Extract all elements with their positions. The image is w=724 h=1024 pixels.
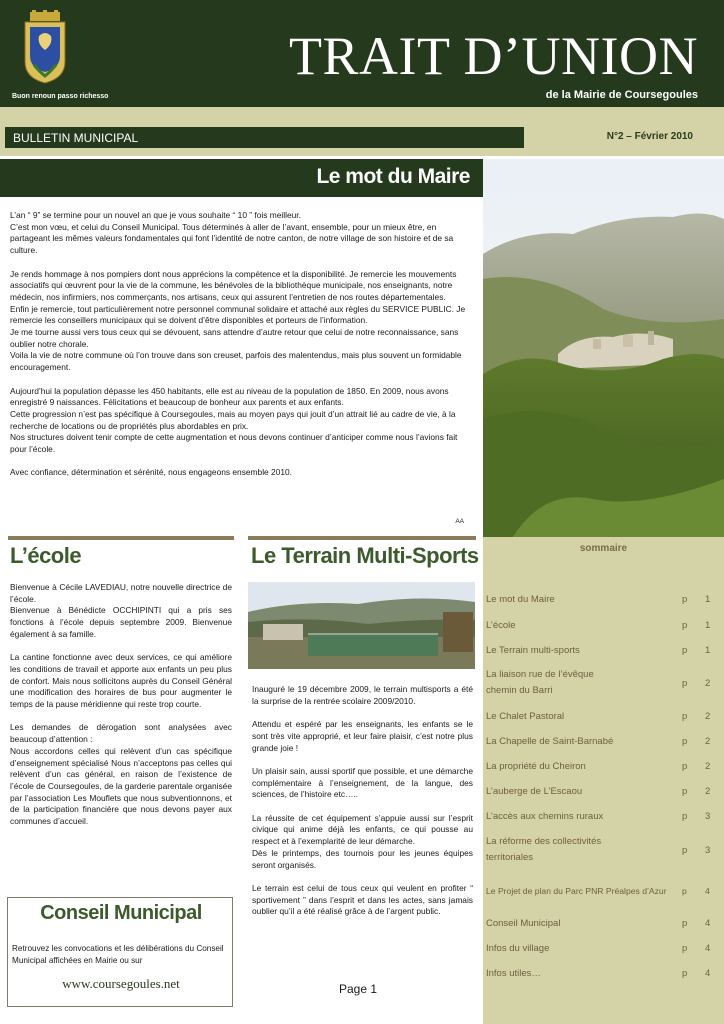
ecole-line: Nous accordons celles qui relèvent d’un cas spécifique d’enseignement spécialisé Nous n’acceptons pas celles qui relèvent d’un cas général, en raison de l’existence de l’école de Coursegoules, de la garderie parentale organisée par l’association Les Mouflets que nous subventionnons, et de la participation financière que nous devons payer aux communes d’accueil. — [10, 745, 232, 827]
toc-item[interactable] — [486, 941, 714, 957]
toc-item[interactable] — [486, 834, 714, 868]
village-photo — [483, 159, 724, 537]
conseil-title: Conseil Municipal — [40, 902, 202, 924]
section-title-terrain: Le Terrain Multi-Sports — [251, 543, 479, 568]
toc-p: p — [682, 786, 688, 797]
ecole-line: Les demandes de dérogation sont analysées avec beaucoup d’attention : — [10, 722, 232, 745]
ecole-paragraph: La cantine fonctionne avec deux services, ce qui améliore les conditions de travail et apporte aux enfants un peu plus de confort. Mais nous sollicitons auprès du Conseil Général une modification des horaires de bus pour augmenter le temps de la pause méridienne qui reste trop courte. — [10, 652, 232, 710]
issue-number: N°2 – Février 2010 — [606, 131, 693, 142]
maire-line: Avec confiance, détermination et sérénité, nous engageons ensemble 2010. — [10, 467, 292, 478]
maire-line: Aujourd’hui la population dépasse les 450 habitants, elle est au niveau de la population de 1850. En 2009, nous avons enregistré 9 naissances. Félicitations et beaucoup de bonheur aux parents et aux enfants. — [10, 385, 449, 408]
sommaire-title: sommaire — [579, 543, 628, 554]
toc-label: Infos du village — [486, 943, 550, 954]
toc-label: L’auberge de L’Escaou — [486, 786, 583, 797]
toc-item[interactable] — [486, 734, 714, 750]
page-number: Page 1 — [339, 982, 378, 996]
toc-item[interactable] — [486, 709, 714, 725]
newsletter-title: TRAIT D’UNION — [289, 26, 698, 86]
maire-line: Nos structures doivent tenir compte de cette augmentation et nous devons continuer d’anticiper comme nous l’avions fait pour l’école. — [10, 432, 458, 455]
toc-page: 1 — [705, 645, 711, 656]
terrain-paragraph: Inauguré le 19 décembre 2009, le terrain multisports a été la surprise de la rentrée scolaire 2009/2010. — [252, 684, 473, 706]
section-rule — [248, 536, 476, 540]
toc-item[interactable] — [486, 592, 714, 608]
toc-p: p — [682, 918, 688, 929]
toc-p: p — [682, 711, 688, 722]
toc-page: 1 — [705, 620, 711, 631]
coat-of-arms-icon — [22, 10, 68, 84]
toc-label: Le Chalet Pastoral — [486, 711, 565, 722]
maire-signature: AA — [455, 518, 464, 525]
toc-p: p — [682, 968, 688, 979]
ecole-article — [10, 582, 232, 839]
toc-label: Le Projet de plan du Parc PNR Préalpes d’Azur — [486, 886, 667, 896]
toc-page: 4 — [705, 886, 710, 896]
terrain-article — [252, 684, 473, 930]
toc-page: 4 — [705, 968, 711, 979]
toc-label: Infos utiles… — [486, 968, 541, 979]
toc-label: L’école — [486, 620, 516, 631]
toc-label: L’accès aux chemins ruraux — [486, 811, 604, 822]
toc-item[interactable] — [486, 759, 714, 775]
motto: Buon renoun passo richesso — [12, 93, 109, 100]
toc-p: p — [682, 678, 688, 689]
toc-page: 2 — [705, 736, 711, 747]
toc-item[interactable] — [486, 667, 714, 701]
toc-p: p — [682, 645, 688, 656]
terrain-paragraph: Un plaisir sain, aussi sportif que possible, et une démarche complémentaire à l’enseignement, de la langue, des sciences, de l’histoire etc….. — [252, 765, 473, 800]
toc-p: p — [682, 845, 688, 856]
toc-page: 2 — [705, 761, 711, 772]
toc-item[interactable] — [486, 809, 714, 825]
toc-page: 4 — [705, 918, 711, 929]
ecole-line: Bienvenue à Bénédicte OCCHIPINTI qui a pris ses fonctions à l’école depuis septembre 2009. Bienvenue également à sa famille. — [10, 605, 232, 639]
toc-page: 4 — [705, 943, 711, 954]
maire-line: Cette progression n’est pas spécifique à Coursegoules, mais au moyen pays qui jouit d’un attrait lié au cadre de vie, à la recherche de locations ou de propriétés plus abordables en prix. — [10, 408, 456, 431]
toc-label: La réforme des collectivités territoriales — [486, 836, 602, 863]
toc-p: p — [682, 594, 688, 605]
toc-p: p — [682, 811, 688, 822]
toc-label: La propriété du Cheiron — [486, 761, 586, 772]
toc-item[interactable] — [486, 643, 714, 659]
toc-p: p — [682, 943, 688, 954]
maire-line: C’est mon vœu, et celui du Conseil Municipal. Tous déterminés à aller de l’avant, ensemble, pour un mieux être, en partageant les mêmes valeurs fondamentales qui font l’identité de notre canton, de notre village de son histoire et de sa culture. — [10, 221, 454, 256]
maire-line: Enfin je remercie, tout particulièrement notre personnel communal solidaire et attaché aux règles du SERVICE PUBLIC. Je remercie les conseillers municipaux qui se doivent d’être disponibles et porteurs de l’information. — [10, 303, 466, 326]
toc-item[interactable] — [486, 966, 714, 982]
toc-label: La Chapelle de Saint-Barnabé — [486, 736, 614, 747]
toc-item[interactable] — [486, 883, 714, 899]
maire-line: L’an “ 9” se termine pour un nouvel an que je vous souhaite “ 10 ” fois meilleur. — [10, 210, 301, 220]
toc-page: 3 — [705, 845, 711, 856]
toc-page: 2 — [705, 711, 711, 722]
section-title-ecole: L’école — [10, 543, 82, 568]
bulletin-label: BULLETIN MUNICIPAL — [13, 131, 139, 145]
conseil-text: Retrouvez les convocations et les délibérations du Conseil Municipal affichées en Mairie ou sur — [12, 944, 224, 965]
toc-label: Conseil Municipal — [486, 918, 561, 929]
toc-label: Le Terrain multi-sports — [486, 645, 580, 656]
section-rule — [8, 536, 234, 540]
toc-item[interactable] — [486, 916, 714, 932]
terrain-paragraph: Le terrain est celui de tous ceux qui veulent en profiter “ sportivement ” dans l’esprit et dans les actes, sans jamais oublier qu’il a été réalisé grâce à de l’argent public. — [252, 882, 473, 917]
toc-item[interactable] — [486, 784, 714, 800]
website-link[interactable]: www.coursegoules.net — [62, 976, 180, 991]
toc-item[interactable] — [486, 618, 714, 634]
ecole-line: Bienvenue à Cécile LAVEDIAU, notre nouvelle directrice de l’école. — [10, 582, 232, 604]
toc-page: 3 — [705, 811, 711, 822]
terrain-paragraph: Attendu et espéré par les enseignants, les enfants se le sont très vite approprié, et leur faire plaisir, c’est notre plus grande joie ! — [252, 719, 473, 753]
toc-p: p — [682, 886, 687, 896]
newsletter-subtitle: de la Mairie de Coursegoules — [545, 89, 698, 101]
section-title-maire: Le mot du Maire — [316, 165, 470, 188]
maire-article — [10, 210, 472, 479]
toc-page: 2 — [705, 678, 711, 689]
toc-p: p — [682, 620, 688, 631]
terrain-line: La réussite de cet équipement s’appuie aussi sur l’esprit civique qui anime déjà les enfants, ce qui pousse au respect et à l’exemplarité de leur démarche. — [252, 812, 473, 847]
toc-label: La liaison rue de l’évêque chemin du Barri — [486, 669, 594, 696]
toc-p: p — [682, 761, 688, 772]
maire-line: Je rends hommage à nos pompiers dont nous apprécions la compétence et la disponibilité. Je remercie les mouvements associatifs qui œuvrent pour la vie de la commune, les bénévoles de la bibliothèque municipale, nos enseignants, notre médecin, nos infirmiers, nos commerçants, nos artisans, ceux qui assurent l’entretien de nos routes départementales. — [10, 268, 457, 302]
sports-field-photo — [248, 582, 475, 669]
toc-label: Le mot du Maire — [486, 594, 555, 605]
toc-page: 2 — [705, 786, 711, 797]
terrain-line: Dès le printemps, des tournois pour les jeunes équipes seront organisés. — [252, 847, 473, 870]
toc-page: 1 — [705, 594, 711, 605]
toc-p: p — [682, 736, 688, 747]
maire-line: Voila la vie de notre commune où l’on trouve dans son creuset, parfois des malentendus, mais plus souvent un formidable encouragement. — [10, 350, 462, 373]
maire-line: Je me tourne aussi vers tous ceux qui se dévouent, sans attendre d’autre retour que celui de notre reconnaissance, sans oublier notre chorale. — [10, 327, 459, 349]
